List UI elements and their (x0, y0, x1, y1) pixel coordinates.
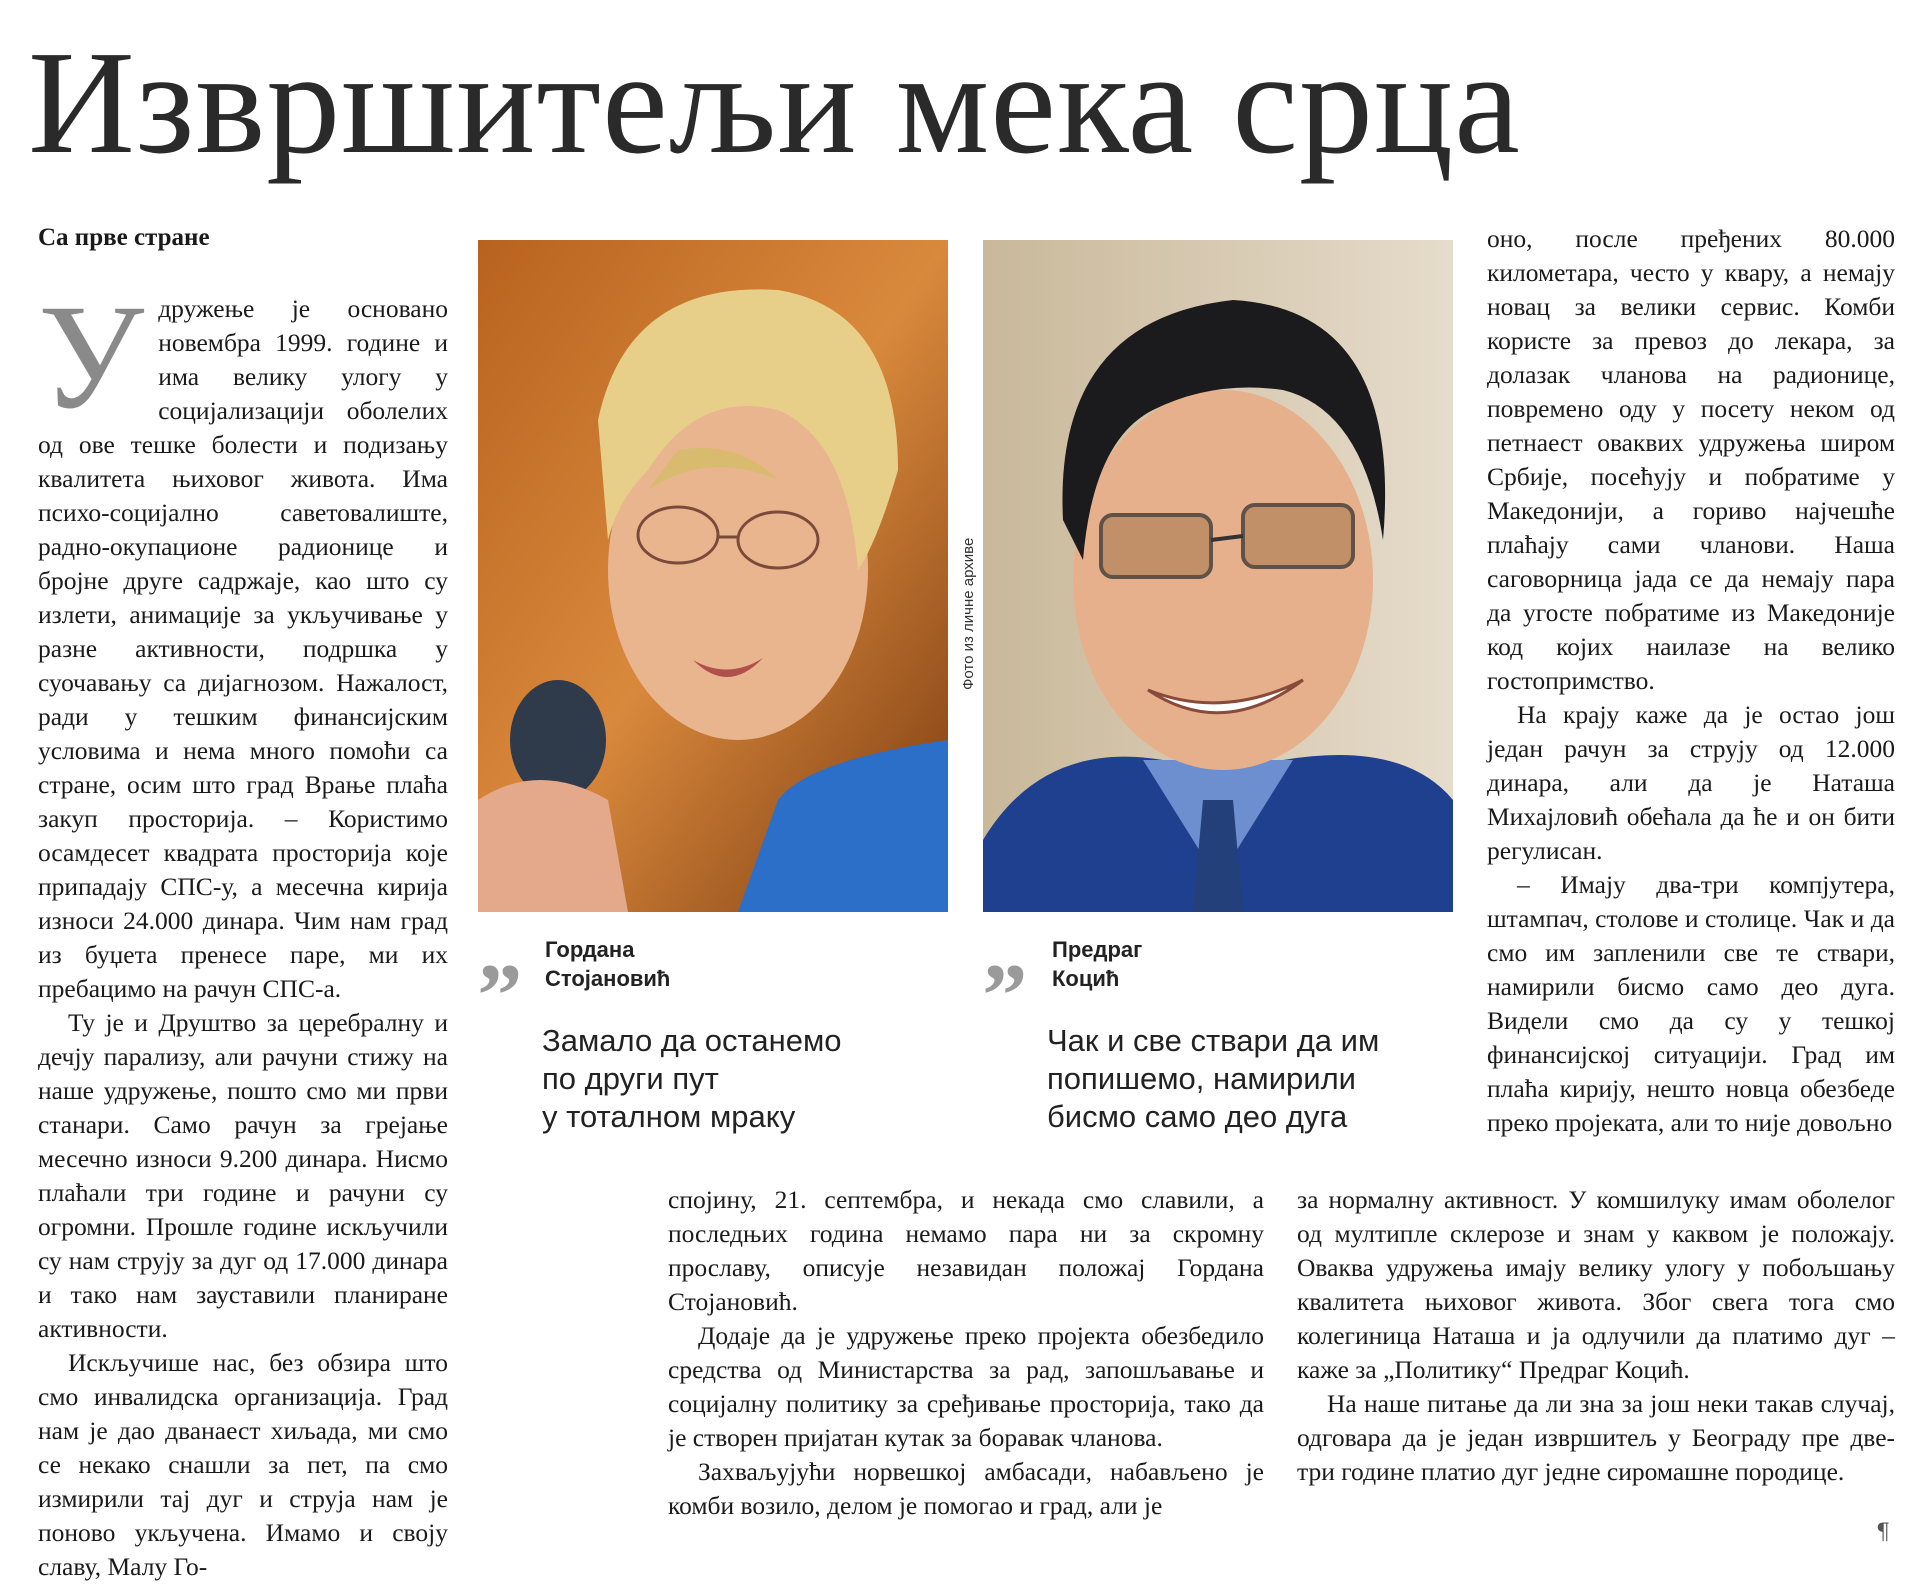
paragraph: На крају каже да је остао још један рачун за струју од 12.000 динара, али да је Наташа Михајловић обећала да ће и он бити регулисан. (1487, 700, 1895, 865)
paragraph: за нормалну активност. У комшилуку имам оболелог од мултипле склерозе и знам у каквом је положају. Оваква удружења имају велику улогу у побољшању квалитета њиховог живота. Због свега тога смо колегиница Наташа и ја одлучили да платимо дуг – каже за „Политику“ Предраг Коцић. (1297, 1185, 1895, 1384)
portrait-woman-image (478, 240, 948, 912)
pull-quote-text: Замало да останемо по други пут у тоталном мраку (542, 1023, 842, 1134)
kicker-label: Са прве стране (38, 224, 210, 251)
paragraph: Захваљујући норвешкој амбасади, набављено је комби возило, делом је помогао и град, али је (668, 1457, 1264, 1520)
paragraph-text: дружење је основано новембра 1999. године и има велику улогу у социјализацији оболелих од ове тешке болести и подизању квалитета њиховог живота. Има психо-социјално саветовалиште, радно-окупационе радионице и бројне друге садржаје, као што су излети, анимације за укључивање у разне активности, подршка у суочавању са дијагнозом. Нажалост, ради у тешким финансијским условима и нема много помоћи са стране, осим што град Врање плаћа закуп просторија. – Користимо осамдесет квадрата просторија које припадају СПС-у, а месечна кирија износи 24.000 динара. Чим нам град из буџета пренесе паре, ми их пребацимо на рачун СПС-а. (38, 294, 448, 1003)
paragraph (38, 274, 448, 1006)
paragraph: На наше питање да ли зна за још неки такав случај, одговара да је један извршитељ у Београду пре две-три године платио дуг једне сиромашне породице. (1297, 1389, 1895, 1486)
paragraph: Искључише нас, без обзира што смо инвалидска организација. Град нам је дао дванаест хиљада, ми смо се некако снашли за пет, па смо измирили тај дуг и струја нам је поново укључена. Имамо и своју славу, Малу Го- (38, 1348, 448, 1581)
photo-predrag-kocic (983, 240, 1453, 912)
quote-author-name: Гордана Стојановић (545, 937, 671, 991)
photo-credit: Фото из личне архиве (960, 537, 977, 690)
end-mark-icon: ¶ (1876, 1520, 1890, 1545)
pull-quote-text: Чак и све ствари да им попишемо, намирили бисмо само део дуга (1047, 1023, 1380, 1134)
photo-gordana-stojanovic (478, 240, 948, 912)
quote-mark-icon: „ (983, 900, 1028, 999)
paragraph: спојину, 21. септембра, и некада смо славили, а последњих година немамо пара ни за скромну прославу, описује незавидан положај Гордана Стојановић. (668, 1185, 1264, 1316)
quote-author-name: Предраг Коцић (1052, 937, 1143, 991)
article-headline: Извршитељи мека срца (28, 21, 1521, 185)
article-column-1 (38, 274, 448, 1584)
article-column-3 (1487, 222, 1895, 1140)
drop-cap: У (38, 274, 145, 440)
article-column-2 (668, 1183, 1264, 1523)
paragraph: – Имају два-три компјутера, штампач, столове и столице. Чак и да смо им запленили све те ствари, намирили бисмо само део дуга. Видели смо да су у тешкој финансијској ситуацији. Град им плаћа кирију, нешто новца обезбеде преко пројеката, али то није довољно (1487, 870, 1895, 1137)
portrait-man-image (983, 240, 1453, 912)
quote-mark-icon: „ (478, 900, 523, 999)
paragraph: оно, после пређених 80.000 километара, често у квару, а немају новац за велики сервис. Комби користе за превоз до лекара, за долазак чланова на радионице, повремено оду у посету неком од петнаест оваквих удружења широм Србије, посећују и побратиме у Македонији, а гориво најчешће плаћају сами чланови. Наша саговорница јада се да немају пара да угосте побратиме из Македоније код којих наилазе на велико гостопримство. (1487, 224, 1895, 695)
paragraph: Додаје да је удружење преко пројекта обезбедило средства од Министарства за рад, запошљавање и социјалну политику за сређивање просторија, тако да је створен пријатан кутак за боравак чланова. (668, 1321, 1264, 1452)
paragraph: Ту је и Друштво за церебралну и дечју парализу, али рачуни стижу на наше удружење, пошто смо ми први станари. Само рачун за грејање месечно износи 9.200 динара. Нисмо плаћали три године и рачуни су огромни. Прошле године искључили су нам струју за дуг од 17.000 динара и тако нам зауставили планиране активности. (38, 1008, 448, 1343)
article-column-4 (1297, 1183, 1895, 1489)
